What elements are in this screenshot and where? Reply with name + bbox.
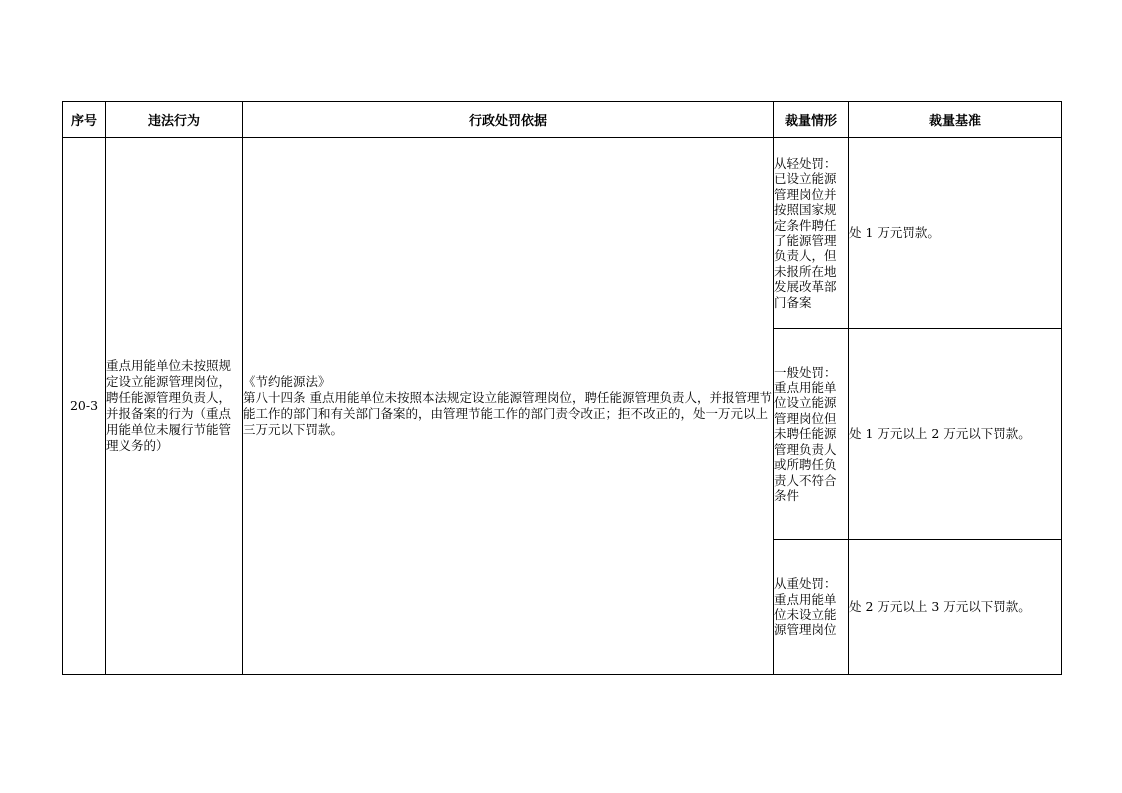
situation-heavy-cell: 从重处罚：重点用能单位未设立能源管理岗位 <box>774 540 849 675</box>
situation-general-cell: 一般处罚：重点用能单位设立能源管理岗位但未聘任能源管理负责人或所聘任负责人不符合条件 <box>774 329 849 540</box>
standard-light-cell: 处 1 万元罚款。 <box>849 138 1062 329</box>
violation-behavior-cell: 重点用能单位未按照规定设立能源管理岗位，聘任能源管理负责人，并报备案的行为（重点用能单位未履行节能管理义务的） <box>106 138 243 675</box>
header-standard: 裁量基准 <box>849 102 1062 138</box>
law-title: 《节约能源法》 <box>243 374 331 389</box>
law-article-text: 第八十四条 重点用能单位未按照本法规定设立能源管理岗位，聘任能源管理负责人，并报管理节能工作的部门和有关部门备案的，由管理节能工作的部门责令改正；拒不改正的，处一万元以上三万元以下罚款。 <box>243 390 772 437</box>
legal-basis-cell <box>243 138 774 675</box>
seq-cell: 20-3 <box>63 138 106 675</box>
table-row <box>63 138 1062 329</box>
header-seq: 序号 <box>63 102 106 138</box>
situation-light-cell: 从轻处罚：已设立能源管理岗位并按照国家规定条件聘任了能源管理负责人，但未报所在地发展改革部门备案 <box>774 138 849 329</box>
header-basis: 行政处罚依据 <box>243 102 774 138</box>
standard-general-cell: 处 1 万元以上 2 万元以下罚款。 <box>849 329 1062 540</box>
standard-heavy-cell: 处 2 万元以上 3 万元以下罚款。 <box>849 540 1062 675</box>
header-behavior: 违法行为 <box>106 102 243 138</box>
header-situation: 裁量情形 <box>774 102 849 138</box>
header-row <box>63 102 1062 138</box>
penalty-table <box>62 101 1062 675</box>
